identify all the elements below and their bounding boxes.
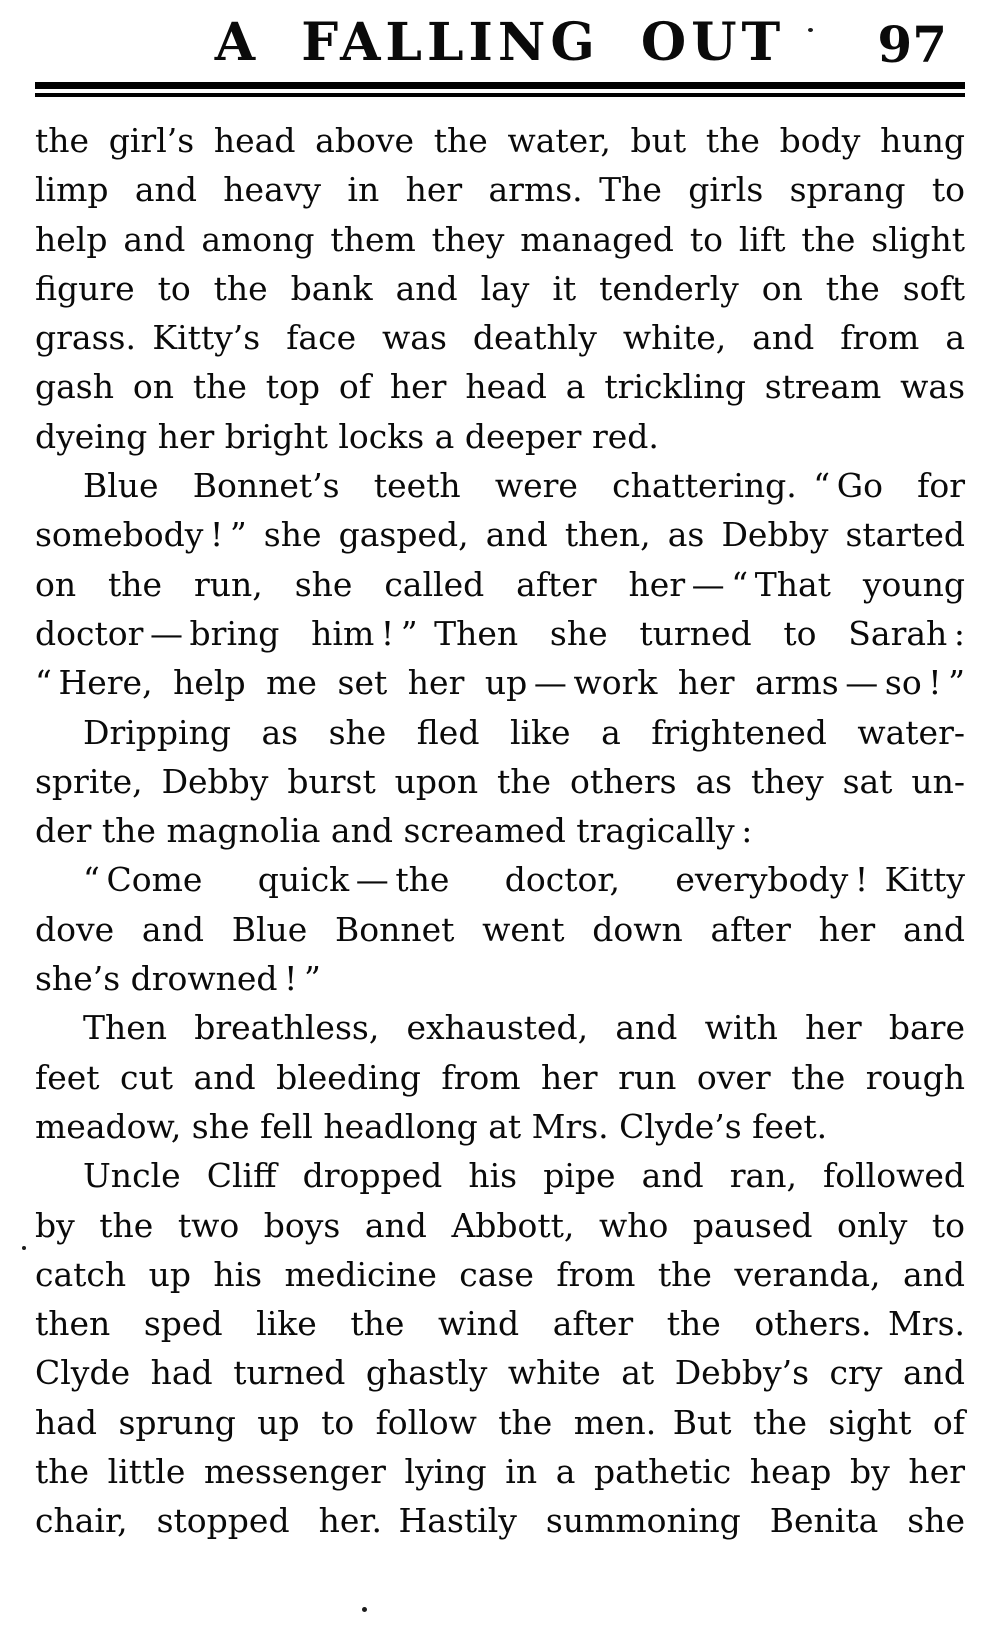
paragraph: [35, 708, 965, 856]
text-line: had sprung up to follow the men. But the sight of: [35, 1402, 965, 1442]
paragraph: [35, 855, 965, 1003]
paragraph: [35, 116, 965, 461]
text-line: “ Here, help me set her up — work her arms — so ! ”: [35, 663, 965, 703]
text-line: the little messenger lying in a pathetic heap by her: [35, 1452, 965, 1492]
paragraph: [35, 1151, 965, 1545]
text-line: dove and Blue Bonnet went down after her and: [35, 909, 965, 949]
text-line: der the magnolia and screamed tragically :: [35, 811, 753, 851]
chapter-title: A FALLING OUT: [214, 12, 786, 73]
text-line: dyeing her bright locks a deeper red.: [35, 416, 659, 456]
text-line: Then breathless, exhausted, and with her bare: [83, 1008, 965, 1048]
text-line: somebody ! ” she gasped, and then, as Debby started: [35, 515, 965, 555]
text-line: she’s drowned ! ”: [35, 959, 321, 999]
page-number: 97: [877, 15, 947, 74]
text-line: sprite, Debby burst upon the others as they sat un-: [35, 761, 965, 801]
text-line: chair, stopped her. Hastily summoning Benita she: [35, 1501, 965, 1541]
text-line: feet cut and bleeding from her run over the rough: [35, 1057, 965, 1097]
text-line: Clyde had turned ghastly white at Debby’s cry and: [35, 1353, 965, 1393]
text-line: Uncle Cliff dropped his pipe and ran, followed: [83, 1156, 965, 1196]
text-line: meadow, she fell headlong at Mrs. Clyde’s feet.: [35, 1106, 828, 1146]
page-body: [35, 116, 965, 1546]
text-line: “ Come quick — the doctor, everybody ! Kitty: [83, 860, 965, 900]
text-line: doctor — bring him ! ” Then she turned to Sarah :: [35, 613, 965, 653]
text-line: catch up his medicine case from the veranda, and: [35, 1254, 965, 1294]
text-line: help and among them they managed to lift the slight: [35, 219, 965, 259]
scan-speck: [808, 28, 813, 32]
text-line: figure to the bank and lay it tenderly on the soft: [35, 268, 965, 308]
paragraph: [35, 461, 965, 707]
scan-speck: [362, 1607, 367, 1612]
text-line: grass. Kitty’s face was deathly white, and from a: [35, 318, 965, 358]
running-header: [35, 12, 965, 74]
text-line: then sped like the wind after the others. Mrs.: [35, 1304, 965, 1344]
text-line: limp and heavy in her arms. The girls sprang to: [35, 170, 965, 210]
text-line: Blue Bonnet’s teeth were chattering. “ Go for: [83, 466, 965, 506]
text-line: the girl’s head above the water, but the body hung: [35, 121, 965, 160]
text-line: on the run, she called after her — “ That young: [35, 564, 965, 604]
paragraph: [35, 1003, 965, 1151]
header-double-rule: [35, 82, 965, 97]
text-line: gash on the top of her head a trickling stream was: [35, 367, 965, 407]
text-line: by the two boys and Abbott, who paused only to: [35, 1205, 965, 1245]
scan-speck: [22, 1246, 26, 1250]
text-line: Dripping as she fled like a frightened water-: [83, 712, 965, 752]
